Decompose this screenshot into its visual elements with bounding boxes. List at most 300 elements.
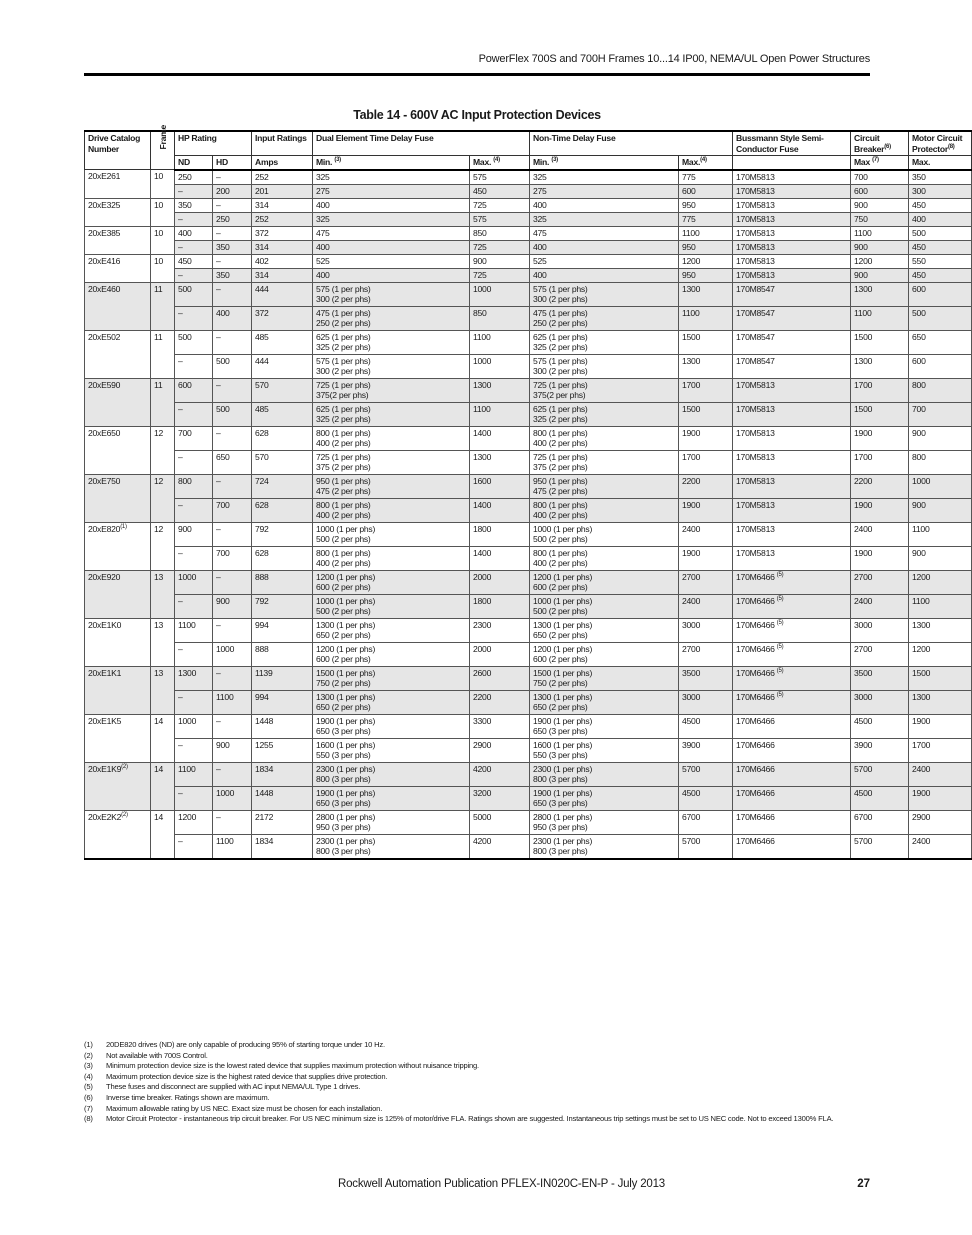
circuit-breaker-max: 5700	[851, 762, 909, 786]
dual-element-min	[313, 184, 470, 198]
table-row	[85, 474, 972, 498]
dual-element-max: 2000	[470, 570, 530, 594]
footnote-ref: (5)	[776, 619, 784, 626]
table-row	[85, 762, 972, 786]
circuit-breaker-max: 1100	[851, 226, 909, 240]
input-amps: 1139	[252, 666, 313, 690]
fuse-line: 800 (1 per phs)	[533, 547, 588, 558]
col-frame-label: Frame	[158, 124, 169, 150]
hp-hd: 1000	[213, 786, 252, 810]
fuse-line: 650 (3 per phs)	[533, 798, 588, 808]
fuse-line: 300 (2 per phs)	[316, 294, 371, 304]
fuse-line: 325 (2 per phs)	[533, 342, 588, 352]
dual-element-max: 575	[470, 212, 530, 226]
fuse-line: 375 (2 per phs)	[533, 462, 588, 472]
col-circuit-breaker-label: Circuit Breaker	[854, 133, 885, 154]
fuse-line: 950 (1 per phs)	[316, 475, 371, 486]
hp-nd: 500	[175, 282, 213, 306]
circuit-breaker-max: 1100	[851, 306, 909, 330]
motor-circuit-protector-max: 800	[909, 378, 972, 402]
dual-element-max: 450	[470, 184, 530, 198]
bussmann-fuse	[733, 570, 851, 594]
drive-catalog-number	[85, 254, 151, 282]
footnote-ref: (2)	[121, 763, 128, 770]
non-time-delay-min	[530, 714, 679, 738]
non-time-delay-max: 950	[679, 198, 733, 212]
non-time-delay-min	[530, 170, 679, 185]
circuit-breaker-max: 600	[851, 184, 909, 198]
footnote-number: (2)	[84, 1050, 93, 1060]
fuse-line: 1900 (1 per phs)	[533, 787, 593, 798]
fuse-line: 500 (2 per phs)	[316, 606, 371, 616]
non-time-delay-min	[530, 522, 679, 546]
fuse-line: 575 (1 per phs)	[533, 283, 588, 294]
motor-circuit-protector-max: 450	[909, 240, 972, 254]
fuse-line: 250 (2 per phs)	[316, 318, 371, 328]
non-time-delay-min	[530, 240, 679, 254]
hp-hd: 500	[213, 402, 252, 426]
frame-size: 13	[151, 570, 175, 618]
fuse-line: 575 (1 per phs)	[533, 355, 588, 366]
non-time-delay-max: 1900	[679, 498, 733, 522]
motor-circuit-protector-max: 1200	[909, 570, 972, 594]
input-amps: 1834	[252, 762, 313, 786]
bussmann-fuse	[733, 714, 851, 738]
table-row	[85, 450, 972, 474]
hp-nd: –	[175, 594, 213, 618]
fuse-line: 1900 (1 per phs)	[316, 787, 376, 798]
fuse-line: 800 (3 per phs)	[316, 774, 371, 784]
frame-size: 14	[151, 714, 175, 762]
non-time-delay-max: 950	[679, 240, 733, 254]
hp-nd: –	[175, 786, 213, 810]
drive-catalog-number	[85, 226, 151, 254]
bussmann-fuse-part: 170M5813	[736, 499, 775, 510]
circuit-breaker-max: 5700	[851, 834, 909, 859]
dual-element-max: 1000	[470, 354, 530, 378]
drive-catalog-label: 20xE920	[88, 571, 121, 582]
col-bussmann-fuse: Bussmann Style Semi-Conductor Fuse	[733, 131, 851, 156]
motor-circuit-protector-max: 1300	[909, 690, 972, 714]
col-nd: ND	[175, 156, 213, 170]
table-row	[85, 618, 972, 642]
hp-hd: –	[213, 762, 252, 786]
footnote-number: (4)	[84, 1071, 93, 1081]
motor-circuit-protector-max: 500	[909, 226, 972, 240]
fuse-line: 275	[533, 185, 547, 196]
fuse-line: 800 (1 per phs)	[316, 499, 371, 510]
table-row	[85, 714, 972, 738]
fuse-line: 1300 (1 per phs)	[316, 691, 376, 702]
footnote-item	[84, 1061, 833, 1072]
non-time-delay-max: 1200	[679, 254, 733, 268]
hp-hd: –	[213, 426, 252, 450]
dual-element-min	[313, 402, 470, 426]
hp-hd: 700	[213, 546, 252, 570]
input-amps: 372	[252, 306, 313, 330]
motor-circuit-protector-max: 600	[909, 282, 972, 306]
fuse-line: 500 (2 per phs)	[533, 606, 588, 616]
bussmann-fuse-part: 170M6466	[736, 667, 775, 678]
bussmann-fuse	[733, 450, 851, 474]
motor-circuit-protector-max: 800	[909, 450, 972, 474]
input-amps: 570	[252, 450, 313, 474]
fuse-line: 725 (1 per phs)	[533, 451, 588, 462]
circuit-breaker-max: 1500	[851, 330, 909, 354]
hp-hd: 200	[213, 184, 252, 198]
footnote-ref: (8)	[947, 143, 955, 150]
hp-hd: –	[213, 714, 252, 738]
drive-catalog-number	[85, 170, 151, 199]
hp-hd: –	[213, 226, 252, 240]
hp-hd: –	[213, 330, 252, 354]
bussmann-fuse	[733, 378, 851, 402]
fuse-line: 800 (1 per phs)	[533, 499, 588, 510]
fuse-line: 400	[533, 199, 547, 210]
hp-nd: 800	[175, 474, 213, 498]
fuse-line: 625 (1 per phs)	[533, 403, 588, 414]
fuse-line: 325 (2 per phs)	[533, 414, 588, 424]
bussmann-fuse	[733, 354, 851, 378]
motor-circuit-protector-max: 900	[909, 546, 972, 570]
non-time-delay-min	[530, 786, 679, 810]
hp-nd: –	[175, 834, 213, 859]
table-row	[85, 810, 972, 834]
table-row	[85, 354, 972, 378]
fuse-line: 950 (1 per phs)	[533, 475, 588, 486]
fuse-line: 550 (3 per phs)	[533, 750, 588, 760]
hp-nd: –	[175, 240, 213, 254]
circuit-breaker-max: 2200	[851, 474, 909, 498]
non-time-delay-min	[530, 212, 679, 226]
dual-element-min	[313, 198, 470, 212]
hp-nd: –	[175, 450, 213, 474]
input-amps: 1448	[252, 786, 313, 810]
fuse-line: 1200 (1 per phs)	[533, 571, 593, 582]
circuit-breaker-max: 3900	[851, 738, 909, 762]
footnote-item	[84, 1072, 833, 1083]
col-dual-element-fuse: Dual Element Time Delay Fuse	[313, 131, 530, 156]
bussmann-fuse	[733, 282, 851, 306]
hp-hd: –	[213, 378, 252, 402]
bussmann-fuse-part: 170M6466	[736, 571, 775, 582]
drive-catalog-number	[85, 426, 151, 474]
dual-element-max: 850	[470, 226, 530, 240]
drive-catalog-label: 20xE590	[88, 379, 121, 390]
fuse-line: 375(2 per phs)	[316, 390, 369, 400]
table-row	[85, 170, 972, 185]
hp-nd: 450	[175, 254, 213, 268]
drive-catalog-label: 20xE261	[88, 171, 121, 181]
fuse-line: 400	[316, 199, 330, 210]
col-input-ratings: Input Ratings	[252, 131, 313, 156]
hp-hd: 1100	[213, 834, 252, 859]
non-time-delay-min	[530, 474, 679, 498]
dual-element-min	[313, 786, 470, 810]
motor-circuit-protector-max: 500	[909, 306, 972, 330]
frame-size: 14	[151, 762, 175, 810]
non-time-delay-min	[530, 570, 679, 594]
hp-nd: 1000	[175, 714, 213, 738]
hp-nd: –	[175, 212, 213, 226]
fuse-line: 525	[316, 255, 330, 266]
input-amps: 402	[252, 254, 313, 268]
dual-element-min	[313, 690, 470, 714]
fuse-line: 1200 (1 per phs)	[533, 643, 593, 654]
drive-catalog-number	[85, 618, 151, 666]
non-time-delay-min	[530, 282, 679, 306]
fuse-line: 650 (3 per phs)	[316, 798, 371, 808]
motor-circuit-protector-max: 1500	[909, 666, 972, 690]
table-row	[85, 212, 972, 226]
hp-hd: 650	[213, 450, 252, 474]
frame-size: 11	[151, 282, 175, 330]
footnote-ref: (3)	[551, 157, 558, 164]
footnote-ref: (5)	[776, 643, 784, 650]
bussmann-fuse	[733, 226, 851, 240]
col-cb-max-label: Max	[854, 157, 870, 167]
drive-catalog-number	[85, 474, 151, 522]
bussmann-fuse-part: 170M5813	[736, 227, 775, 238]
fuse-line: 400	[533, 269, 547, 280]
circuit-breaker-max: 750	[851, 212, 909, 226]
col-dual-min-label: Min.	[316, 157, 333, 167]
fuse-line: 950 (3 per phs)	[316, 822, 371, 832]
fuse-line: 325 (2 per phs)	[316, 414, 371, 424]
footnote-number: (6)	[84, 1092, 93, 1102]
circuit-breaker-max: 1200	[851, 254, 909, 268]
motor-circuit-protector-max: 2900	[909, 810, 972, 834]
fuse-line: 400 (2 per phs)	[316, 510, 371, 520]
bussmann-fuse	[733, 762, 851, 786]
bussmann-fuse	[733, 306, 851, 330]
non-time-delay-min	[530, 254, 679, 268]
drive-catalog-label: 20xE325	[88, 199, 121, 210]
fuse-line: 300 (2 per phs)	[316, 366, 371, 376]
non-time-delay-min	[530, 834, 679, 859]
hp-nd: –	[175, 354, 213, 378]
col-nontime-min-label: Min.	[533, 157, 550, 167]
table-row	[85, 594, 972, 618]
fuse-line: 625 (1 per phs)	[316, 331, 371, 342]
non-time-delay-max: 2700	[679, 570, 733, 594]
hp-hd: –	[213, 570, 252, 594]
non-time-delay-max: 1100	[679, 306, 733, 330]
footnote-number: (3)	[84, 1061, 93, 1071]
dual-element-max: 5000	[470, 810, 530, 834]
hp-hd: –	[213, 810, 252, 834]
input-amps: 485	[252, 402, 313, 426]
col-dual-max	[470, 156, 530, 170]
bussmann-fuse	[733, 834, 851, 859]
dual-element-min	[313, 226, 470, 240]
footnote-ref: (5)	[776, 667, 784, 674]
motor-circuit-protector-max: 2400	[909, 762, 972, 786]
bussmann-fuse-part: 170M5813	[736, 523, 775, 534]
fuse-line: 625 (1 per phs)	[533, 331, 588, 342]
dual-element-max: 1800	[470, 594, 530, 618]
dual-element-min	[313, 738, 470, 762]
frame-size: 14	[151, 810, 175, 859]
non-time-delay-max: 1300	[679, 354, 733, 378]
non-time-delay-max: 1500	[679, 402, 733, 426]
non-time-delay-max: 1900	[679, 546, 733, 570]
non-time-delay-max: 1700	[679, 378, 733, 402]
hp-nd: 1100	[175, 618, 213, 642]
dual-element-min	[313, 378, 470, 402]
hp-hd: –	[213, 618, 252, 642]
fuse-line: 1600 (1 per phs)	[533, 739, 593, 750]
col-hp-rating: HP Rating	[175, 131, 252, 156]
circuit-breaker-max: 2700	[851, 570, 909, 594]
drive-catalog-label: 20xE1K0	[88, 619, 122, 630]
fuse-line: 650 (2 per phs)	[316, 630, 371, 640]
table-row	[85, 570, 972, 594]
non-time-delay-min	[530, 426, 679, 450]
fuse-line: 650 (2 per phs)	[533, 630, 588, 640]
input-amps: 372	[252, 226, 313, 240]
hp-nd: –	[175, 306, 213, 330]
table-row	[85, 522, 972, 546]
footnote-text: Motor Circuit Protector - instantaneous trip circuit breaker. For US NEC minimum size is 125% of motor/drive FLA. Ratings shown are suggested. Instantaneous trip settings must be set to US NEC code. Not to exceed 1300% FLA.	[106, 1114, 834, 1124]
motor-circuit-protector-max: 1000	[909, 474, 972, 498]
fuse-line: 500 (2 per phs)	[533, 534, 588, 544]
frame-size: 12	[151, 522, 175, 570]
hp-hd: 700	[213, 498, 252, 522]
dual-element-min	[313, 810, 470, 834]
table-row	[85, 690, 972, 714]
non-time-delay-max: 2400	[679, 594, 733, 618]
col-catalog: Drive Catalog Number	[85, 131, 151, 170]
input-amps: 485	[252, 330, 313, 354]
circuit-breaker-max: 4500	[851, 786, 909, 810]
bussmann-fuse-part: 170M6466	[736, 619, 775, 630]
dual-element-max: 1800	[470, 522, 530, 546]
input-amps: 792	[252, 522, 313, 546]
fuse-line: 400	[316, 241, 330, 252]
dual-element-min	[313, 642, 470, 666]
non-time-delay-max: 5700	[679, 834, 733, 859]
bussmann-fuse-part: 170M6466	[736, 691, 775, 702]
motor-circuit-protector-max: 900	[909, 498, 972, 522]
frame-size: 10	[151, 226, 175, 254]
motor-circuit-protector-max: 1100	[909, 522, 972, 546]
bussmann-fuse	[733, 254, 851, 268]
hp-nd: –	[175, 546, 213, 570]
fuse-line: 2300 (1 per phs)	[533, 763, 593, 774]
drive-catalog-label: 20xE2K2	[88, 811, 122, 822]
input-amps: 201	[252, 184, 313, 198]
motor-circuit-protector-max: 2400	[909, 834, 972, 859]
fuse-line: 500 (2 per phs)	[316, 534, 371, 544]
motor-circuit-protector-max: 1100	[909, 594, 972, 618]
col-circuit-breaker	[851, 131, 909, 156]
bussmann-fuse-part: 170M6466	[736, 739, 775, 750]
bussmann-fuse-part: 170M6466	[736, 835, 775, 846]
bussmann-fuse-part: 170M5813	[736, 185, 775, 196]
dual-element-max: 1600	[470, 474, 530, 498]
bussmann-fuse	[733, 546, 851, 570]
fuse-line: 1500 (1 per phs)	[533, 667, 593, 678]
hp-nd: 400	[175, 226, 213, 240]
circuit-breaker-max: 1900	[851, 426, 909, 450]
dual-element-min	[313, 306, 470, 330]
bussmann-fuse	[733, 198, 851, 212]
bussmann-fuse	[733, 426, 851, 450]
bussmann-fuse-part: 170M5813	[736, 475, 775, 486]
table-row	[85, 834, 972, 859]
non-time-delay-min	[530, 738, 679, 762]
bussmann-fuse	[733, 522, 851, 546]
dual-element-max: 4200	[470, 834, 530, 859]
fuse-line: 600 (2 per phs)	[533, 654, 588, 664]
motor-circuit-protector-max: 1300	[909, 618, 972, 642]
footnote-number: (1)	[84, 1040, 93, 1049]
hp-hd: 1000	[213, 642, 252, 666]
table-row	[85, 268, 972, 282]
circuit-breaker-max: 1700	[851, 378, 909, 402]
hp-nd: 250	[175, 170, 213, 185]
dual-element-max: 850	[470, 306, 530, 330]
input-amps: 994	[252, 618, 313, 642]
non-time-delay-max: 3900	[679, 738, 733, 762]
non-time-delay-min	[530, 306, 679, 330]
drive-catalog-label: 20xE460	[88, 283, 121, 294]
dual-element-min	[313, 170, 470, 185]
dual-element-min	[313, 618, 470, 642]
non-time-delay-max: 2200	[679, 474, 733, 498]
footnote-text: Minimum protection device size is the lowest rated device that supplies maximum protection without nuisance tripping.	[106, 1061, 479, 1071]
table-title: Table 14 - 600V AC Input Protection Devices	[353, 108, 601, 122]
non-time-delay-min	[530, 618, 679, 642]
circuit-breaker-max: 1300	[851, 354, 909, 378]
table-row	[85, 786, 972, 810]
dual-element-max: 1300	[470, 378, 530, 402]
bussmann-fuse-part: 170M5813	[736, 547, 775, 558]
bussmann-fuse	[733, 618, 851, 642]
fuse-line: 2800 (1 per phs)	[533, 811, 593, 822]
footnote-ref: (4)	[493, 157, 500, 164]
non-time-delay-min	[530, 642, 679, 666]
footnote-text: Maximum protection device size is the highest rated device that supplies drive protection.	[106, 1071, 388, 1081]
hp-hd: 350	[213, 240, 252, 254]
fuse-line: 800 (3 per phs)	[533, 846, 588, 856]
bussmann-fuse	[733, 498, 851, 522]
fuse-line: 600 (2 per phs)	[316, 654, 371, 664]
fuse-line: 1600 (1 per phs)	[316, 739, 376, 750]
motor-circuit-protector-max: 900	[909, 426, 972, 450]
dual-element-min	[313, 426, 470, 450]
dual-element-max: 575	[470, 170, 530, 185]
footnote-text: Not available with 700S Control.	[106, 1050, 208, 1060]
hp-nd: –	[175, 268, 213, 282]
non-time-delay-max: 2700	[679, 642, 733, 666]
bussmann-fuse-part: 170M5813	[736, 379, 775, 390]
input-amps: 1448	[252, 714, 313, 738]
fuse-line: 950 (3 per phs)	[533, 822, 588, 832]
hp-nd: –	[175, 738, 213, 762]
non-time-delay-max: 600	[679, 184, 733, 198]
input-amps: 444	[252, 354, 313, 378]
fuse-line: 725 (1 per phs)	[533, 379, 588, 390]
bussmann-fuse	[733, 402, 851, 426]
hp-nd: 500	[175, 330, 213, 354]
bussmann-fuse	[733, 330, 851, 354]
fuse-line: 325	[316, 171, 330, 182]
dual-element-max: 725	[470, 240, 530, 254]
fuse-line: 1000 (1 per phs)	[533, 595, 593, 606]
fuse-line: 250 (2 per phs)	[533, 318, 588, 328]
